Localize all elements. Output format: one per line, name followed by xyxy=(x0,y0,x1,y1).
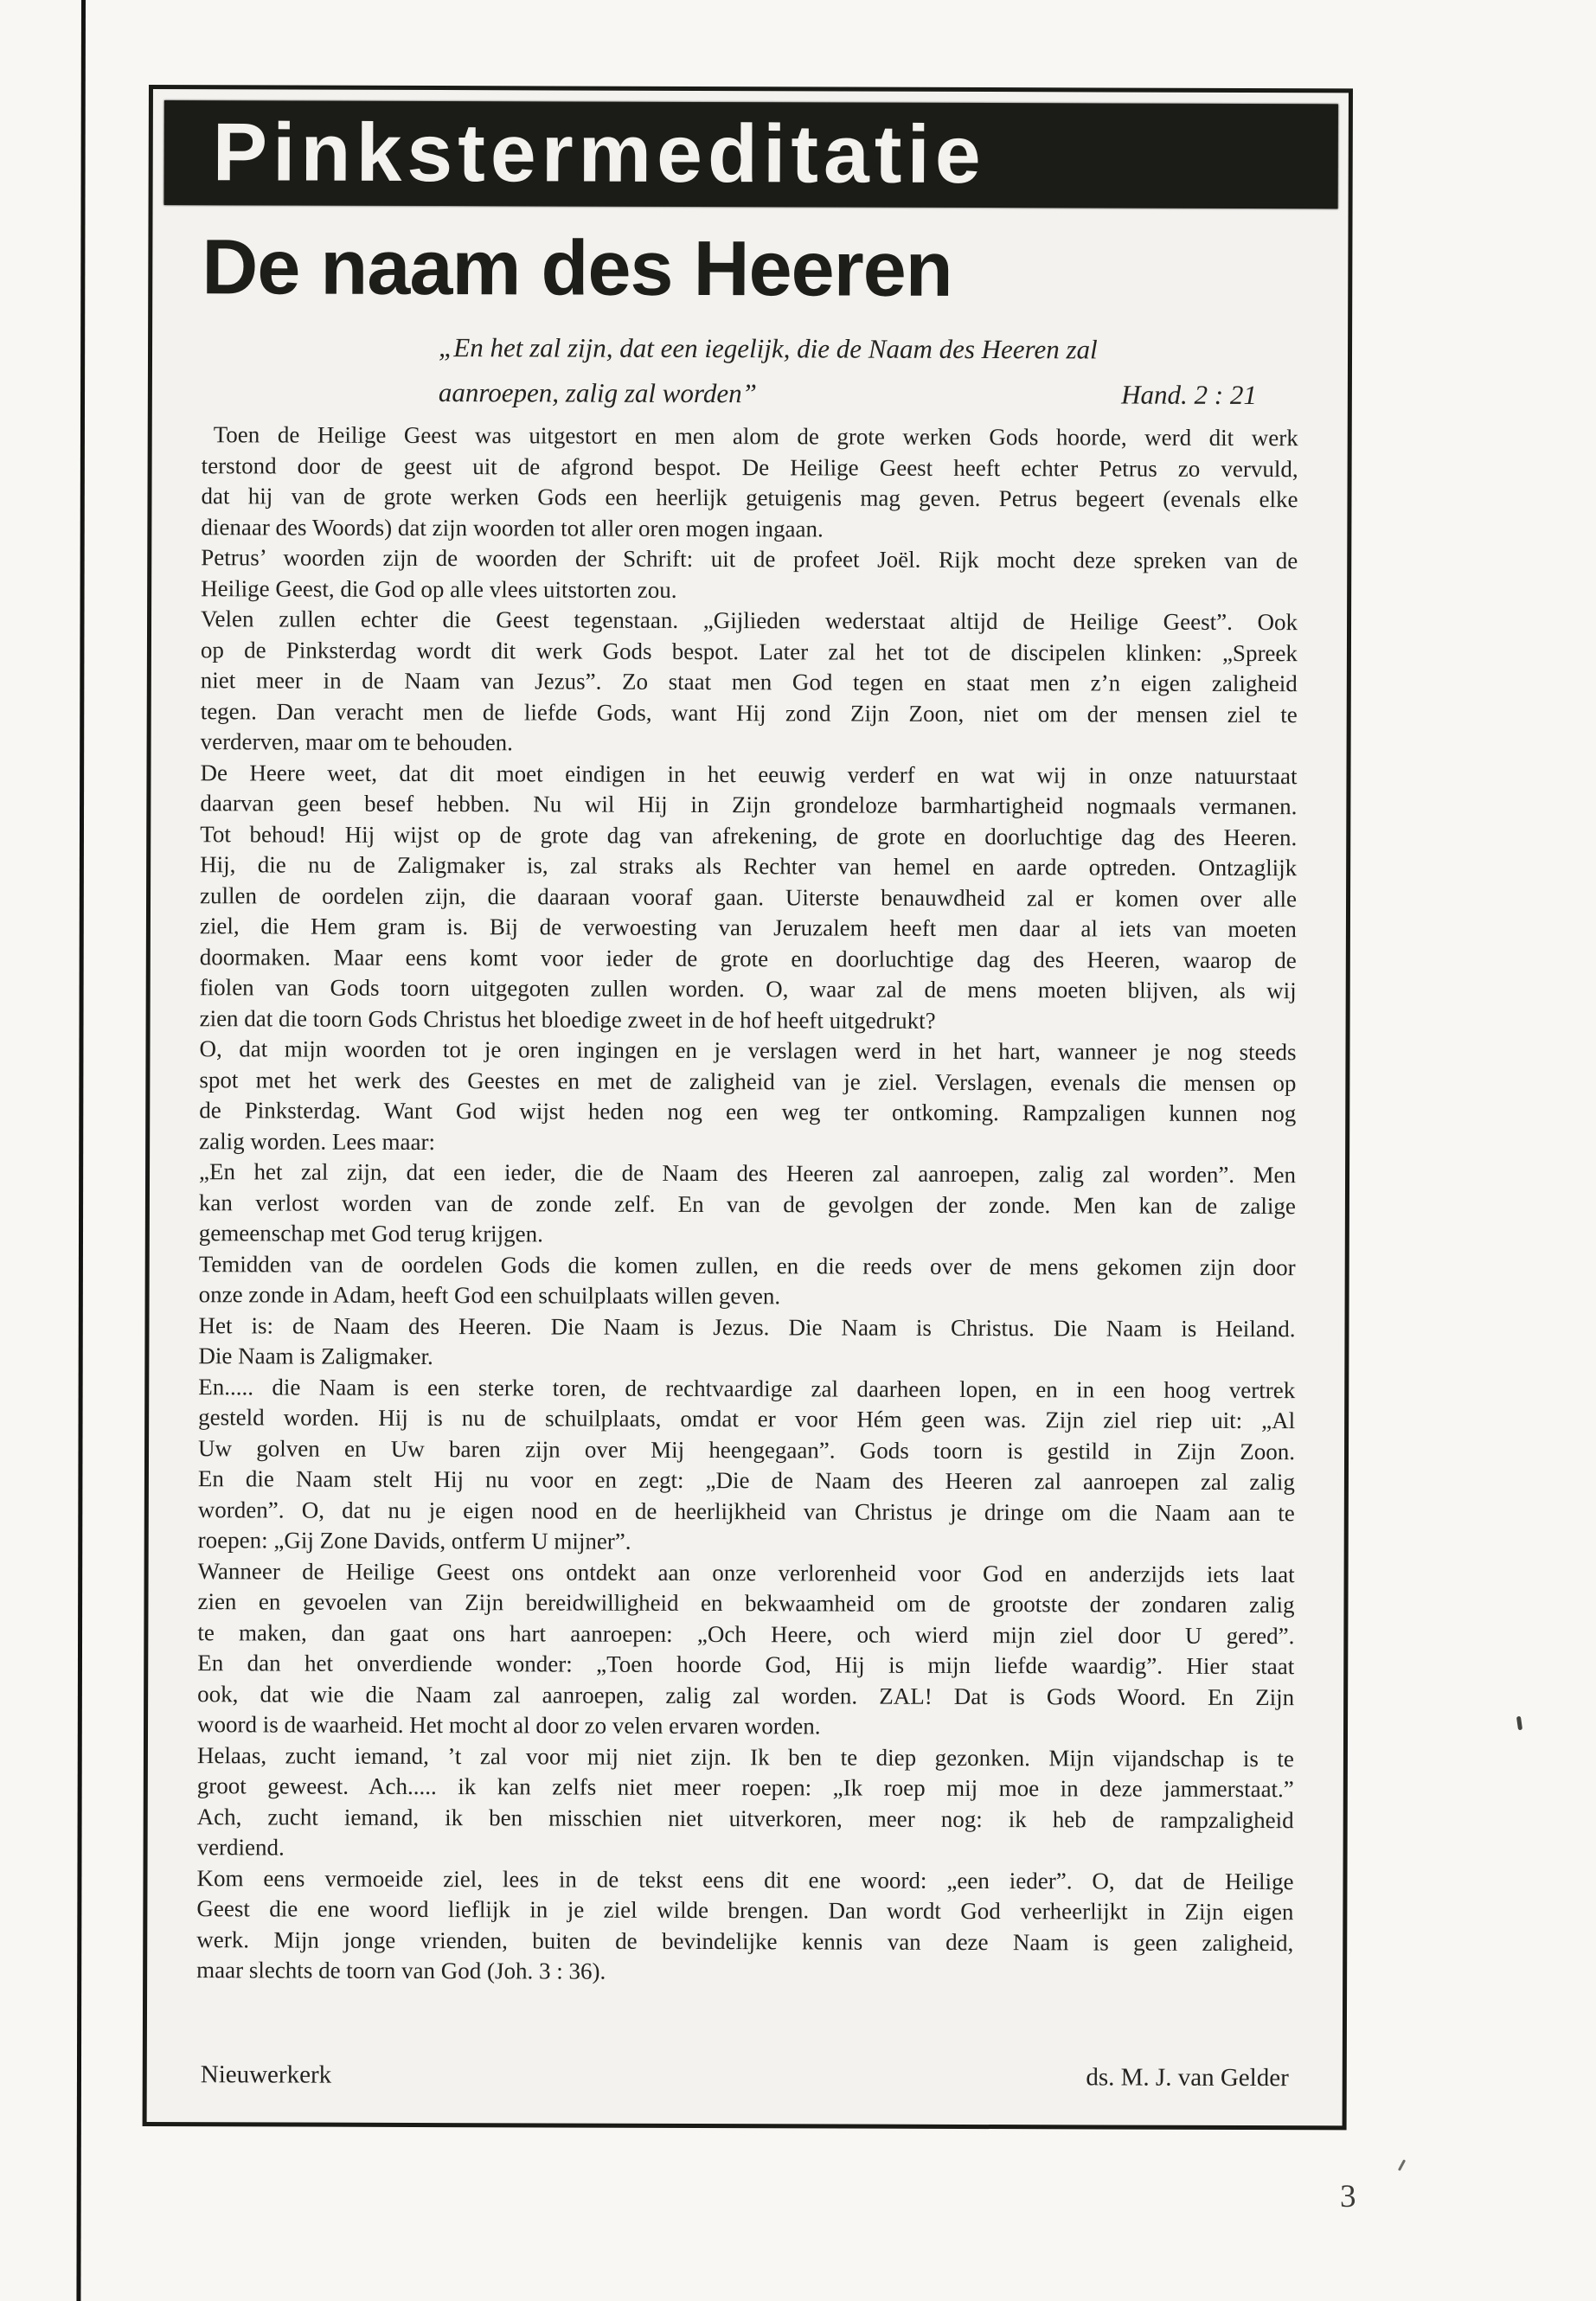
body-line: „En het zal zijn, dat een ieder, die de Naam des Heeren zal aanroepen, zalig zal worden”. Men xyxy=(199,1158,1297,1189)
body-line: zullen de oordelen zijn, die daaraan vooraf gaan. Uiterste benauwdheid zal er komen over alle xyxy=(200,881,1298,912)
footer-author: ds. M. J. van Gelder xyxy=(1086,2063,1289,2093)
body-line: verderven, maar om te behouden. xyxy=(200,728,514,756)
body-line: gesteld worden. Hij is nu de schuilplaats, omdat er voor Hém geen was. Zijn ziel riep uit: „Al xyxy=(198,1404,1296,1434)
body-line: Kom eens vermoeide ziel, lees in de tekst eens dit ene woord: „een ieder”. O, dat de Heilige xyxy=(196,1864,1294,1894)
body-line: Het is: de Naam des Heeren. Die Naam is Jezus. Die Naam is Christus. Die Naam is Heiland. xyxy=(198,1311,1296,1342)
body-line: Petrus’ woorden zijn de woorden der Schrift: uit de profeet Joël. Rijk mocht deze spreken van de xyxy=(201,544,1298,574)
body-line: En..... die Naam is een sterke toren, de rechtvaardige zal daarheen lopen, en in een hoog vertrek xyxy=(198,1373,1296,1403)
article-title: De naam des Heeren xyxy=(202,224,952,313)
body-line: zien en gevoelen van Zijn bereidwilligheid en bekwaamheid om de grootste der zondaren zalig xyxy=(197,1588,1295,1618)
body-line: verdiend. xyxy=(196,1834,285,1861)
scripture-quote-line2: aanroepen, zalig zal worden” xyxy=(438,377,757,409)
body-line: ziel, die Hem gram is. Bij de verwoesting van Jeruzalem heeft men daar al iets van moeten xyxy=(199,913,1297,943)
body-line: groot geweest. Ach..... ik kan zelfs niet meer roepen: „Ik roep mij moe in deze jammerstaat.” xyxy=(196,1772,1294,1803)
body-line: Hij, die nu de Zaligmaker is, zal straks als Rechter van hemel en aarde optreden. Ontzaglijk xyxy=(200,851,1298,881)
body-line: Temidden van de oordelen Gods die komen zullen, en die reeds over de mens gekomen zijn door xyxy=(198,1250,1296,1280)
body-line: terstond door de geest uit de afgrond bespot. De Heilige Geest heeft echter Petrus zo vervuld, xyxy=(201,452,1298,482)
body-line: te maken, dan gaat ons hart aanroepen: „Och Heere, och wierd mijn ziel door U gered”. xyxy=(197,1618,1295,1649)
body-line: daarvan geen besef hebben. Nu wil Hij in Zijn grondeloze barmhartigheid nogmaals vermanen. xyxy=(200,790,1298,820)
scan-speck xyxy=(1516,1716,1522,1731)
body-line: Velen zullen echter die Geest tegenstaan. „Gijlieden wederstaat altijd de Heilige Geest”. Ook xyxy=(201,606,1298,636)
body-line: Toen de Heilige Geest was uitgestort en men alom de grote werken Gods hoorde, werd dit werk xyxy=(213,421,1298,452)
body-line: Wanneer de Heilige Geest ons ontdekt aan onze verlorenheid voor God en anderzijds iets laat xyxy=(197,1557,1295,1587)
body-line: op de Pinksterdag wordt dit werk Gods bespot. Later zal het tot de discipelen klinken: „Spreek xyxy=(200,636,1298,666)
body-line: worden”. O, dat nu je eigen nood en de heerlijkheid van Christus je dringe om die Naam aan te xyxy=(197,1496,1295,1526)
body-line: En dan het onverdiende wonder: „Toen hoorde God, Hij is mijn liefde waardig”. Hier staat xyxy=(197,1650,1295,1680)
body-line: Tot behoud! Hij wijst op de grote dag van afrekening, de grote en doorluchtige dag des Heeren. xyxy=(200,820,1298,850)
body-line: Heilige Geest, die God op alle vlees uitstorten zou. xyxy=(201,574,677,603)
body-line: tegen. Dan veracht men de liefde Gods, want Hij zond Zijn Zoon, niet om der mensen ziel te xyxy=(200,697,1298,727)
body-line: woord is de waarheid. Het mocht al door zo velen ervaren worden. xyxy=(196,1711,821,1740)
body-line: de Pinksterdag. Want God wijst heden nog een weg ter ontkoming. Rampzaligen kunnen nog xyxy=(199,1097,1297,1127)
body-line: kan verlost worden van de zonde zelf. En van de gevolgen der zonde. Men kan de zalige xyxy=(198,1189,1296,1219)
scripture-quote-line1: „En het zal zijn, dat een iegelijk, die de Naam des Heeren zal xyxy=(438,332,1098,365)
body-line: onze zonde in Adam, heeft God een schuilplaats willen geven. xyxy=(198,1281,781,1310)
body-line: Ach, zucht iemand, ik ben misschien niet uitverkoren, meer nog: ik heb de rampzaligheid xyxy=(196,1803,1294,1833)
body-line: Die Naam is Zaligmaker. xyxy=(198,1343,433,1370)
scan-edge-line xyxy=(76,0,86,2301)
body-line: dienaar des Woords) dat zijn woorden tot aller oren mogen ingaan. xyxy=(201,513,824,542)
body-line: niet meer in de Naam van Jezus”. Zo staat men God tegen en staat men z’n eigen zaligheid xyxy=(200,667,1298,697)
body-line: De Heere weet, dat dit moet eindigen in het eeuwig verderf en wat wij in onze natuurstaat xyxy=(200,759,1298,789)
body-line: Helaas, zucht iemand, ’t zal voor mij niet zijn. Ik ben te diep gezonken. Mijn vijandschap is te xyxy=(196,1741,1294,1772)
scripture-quote xyxy=(439,325,1298,418)
footer-place: Nieuwerkerk xyxy=(200,2061,332,2089)
body-line: En die Naam stelt Hij nu voor en zegt: „Die de Naam des Heeren zal aanroepen zal zalig xyxy=(197,1465,1295,1496)
section-banner xyxy=(164,100,1338,208)
section-banner-title: Pinkstermeditatie xyxy=(212,106,986,202)
body-line: gemeenschap met God terug krijgen. xyxy=(198,1220,544,1247)
article-footer xyxy=(201,2061,1289,2093)
body-line: zien dat die toorn Gods Christus het bloedige zweet in de hof heeft uitgedrukt? xyxy=(199,1004,936,1034)
body-line: doormaken. Maar eens komt voor ieder de grote en doorluchtige dag des Heeren, waarop de xyxy=(199,943,1297,973)
body-text xyxy=(196,420,1298,1989)
body-line: Geest die ene woord lieflijk in je ziel wilde brengen. Dan wordt God verheerlijkt in Zijn eigen xyxy=(196,1895,1294,1926)
body-line: maar slechts de toorn van God (Joh. 3 : 36). xyxy=(196,1957,606,1984)
body-line: ook, dat wie die Naam zal aanroepen, zalig zal worden. ZAL! Dat is Gods Woord. En Zijn xyxy=(197,1680,1295,1710)
article-frame xyxy=(143,85,1353,2130)
body-line: dat hij van de grote werken Gods een heerlijk getuigenis mag geven. Petrus begeert (evenals elke xyxy=(201,483,1298,513)
body-line: fiolen van Gods toorn uitgegoten zullen worden. O, waar zal de mens moeten blijven, als wij xyxy=(199,974,1297,1004)
body-line: roepen: „Gij Zone Davids, ontferm U mijner”. xyxy=(197,1527,631,1554)
body-line: Uw golven en Uw baren zijn over Mij heengegaan”. Gods toorn is gestild in Zijn Zoon. xyxy=(198,1434,1296,1465)
body-line: spot met het werk des Geestes en met de zaligheid van je ziel. Verslagen, evenals die mensen op xyxy=(199,1066,1297,1096)
scan-speck xyxy=(1398,2159,1406,2171)
scripture-quote-row2 xyxy=(439,370,1298,418)
body-line: zalig worden. Lees maar: xyxy=(199,1127,436,1155)
page-number: 3 xyxy=(1340,2179,1356,2214)
scripture-reference: Hand. 2 : 21 xyxy=(1121,379,1257,411)
article-content xyxy=(147,226,1348,1990)
body-line: werk. Mijn jonge vrienden, buiten de bevindelijke kennis van deze Naam is geen zaligheid, xyxy=(196,1926,1294,1956)
body-line: O, dat mijn woorden tot je oren ingingen en je verslagen werd in het hart, wanneer je nog steeds xyxy=(199,1035,1297,1066)
